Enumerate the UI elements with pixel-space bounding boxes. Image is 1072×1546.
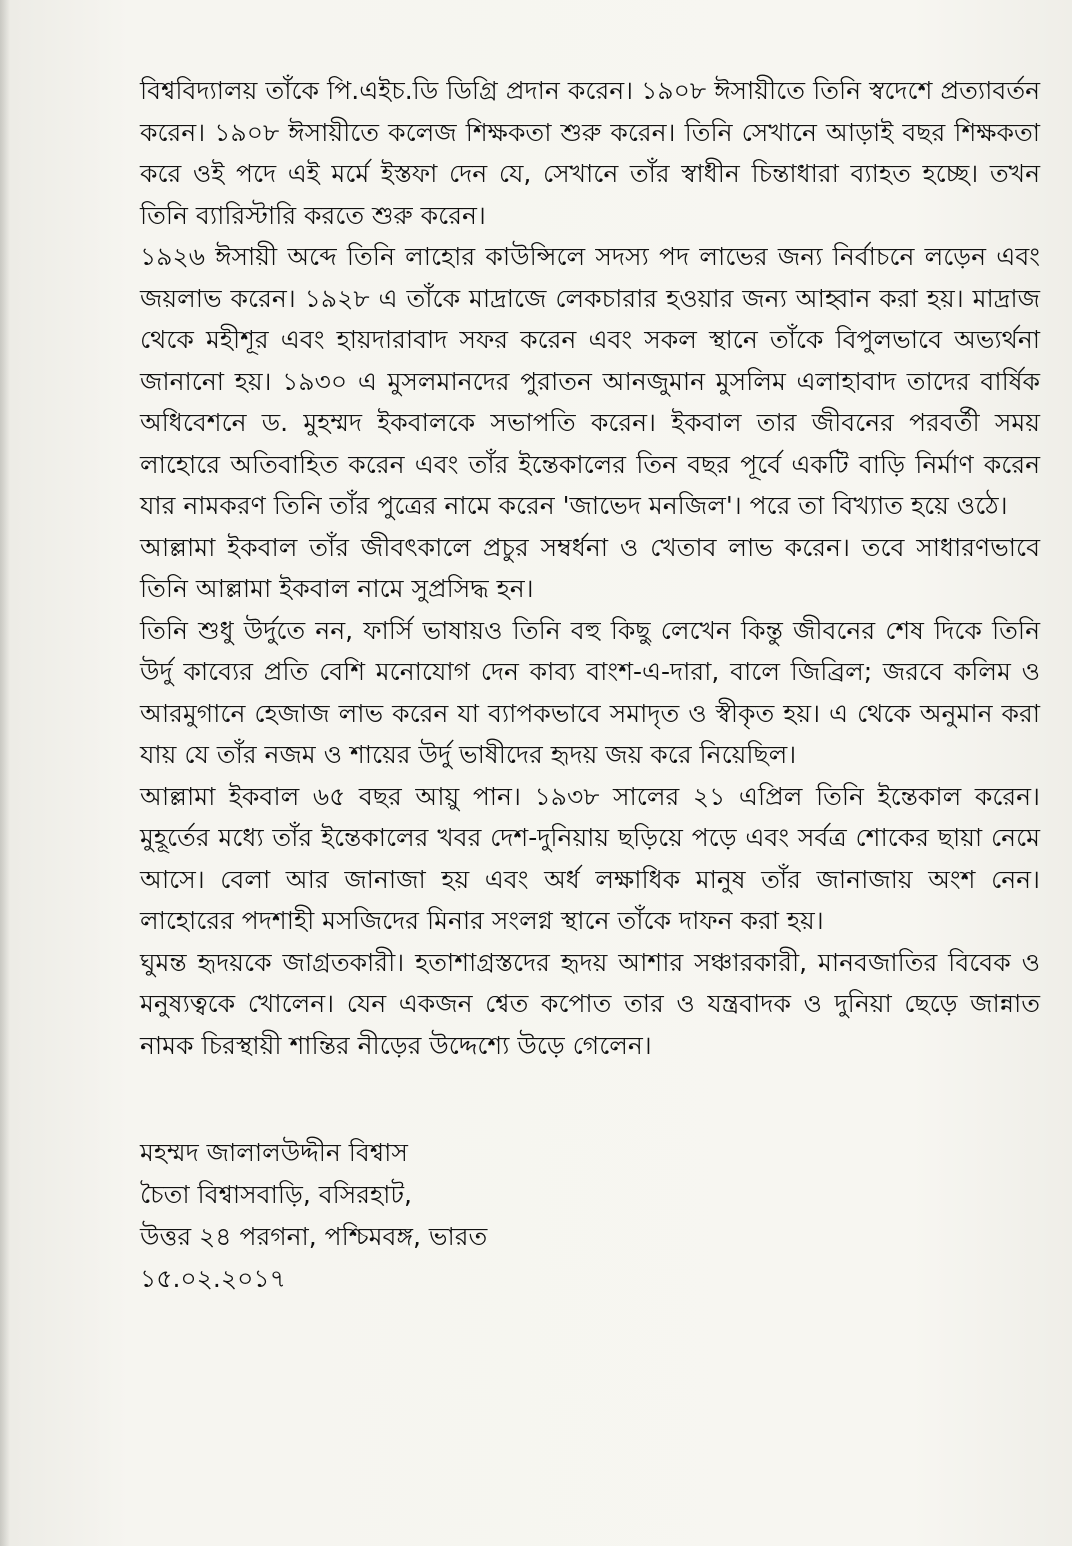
paragraph-3: আল্লামা ইকবাল তাঁর জীবৎকালে প্রচুর সম্বর্ধনা ও খেতাব লাভ করেন। তবে সাধারণভাবে তিনি আল্লামা ইকবাল নামে সুপ্রসিদ্ধ হন।: [140, 532, 1040, 603]
paragraph-2: ১৯২৬ ঈসায়ী অব্দে তিনি লাহোর কাউন্সিলে সদস্য পদ লাভের জন্য নির্বাচনে লড়েন এবং জয়লাভ করেন। ১৯২৮ এ তাঁকে মাদ্রাজে লেকচারার হওয়ার জন্য আহ্বান করা হয়। মাদ্রাজ থেকে মহীশূর এবং হায়দারাবাদ সফর করেন এবং সকল স্থানে তাঁকে বিপুলভাবে অভ্যর্থনা জানানো হয়। ১৯৩০ এ মুসলমানদের পুরাতন আনজুমান মুসলিম এলাহাবাদ তাদের বার্ষিক অধিবেশনে ড. মুহম্মদ ইকবালকে সভাপতি করেন। ইকবাল তার জীবনের পরবর্তী সময় লাহোরে অতিবাহিত করেন এবং তাঁর ইন্তেকালের তিন বছর পূর্বে একটি বাড়ি নির্মাণ করেন যার নামকরণ তিনি তাঁর পুত্রের নামে করেন 'জাভেদ মনজিল'। পরে তা বিখ্যাত হয়ে ওঠে।: [140, 242, 1040, 520]
author-name: মহম্মদ জালালউদ্দীন বিশ্বাস: [140, 1138, 408, 1167]
paragraph-5: আল্লামা ইকবাল ৬৫ বছর আয়ু পান। ১৯৩৮ সালের ২১ এপ্রিল তিনি ইন্তেকাল করেন। মুহূর্তের মধ্যে তাঁর ইন্তেকালের খবর দেশ-দুনিয়ায় ছড়িয়ে পড়ে এবং সর্বত্র শোকের ছায়া নেমে আসে। বেলা আর জানাজা হয় এবং অর্ধ লক্ষাধিক মানুষ তাঁর জানাজায় অংশ নেন। লাহোরের পদশাহী মসজিদের মিনার সংলগ্ন স্থানে তাঁকে দাফন করা হয়।: [140, 781, 1040, 935]
signature-block: [140, 1132, 1040, 1300]
author-address-line-1: চৈতা বিশ্বাসবাড়ি, বসিরহাট,: [140, 1180, 413, 1209]
paragraph-1: বিশ্ববিদ্যালয় তাঁকে পি.এইচ.ডি ডিগ্রি প্রদান করেন। ১৯০৮ ঈসায়ীতে তিনি স্বদেশে প্রত্যাবর্তন করেন। ১৯০৮ ঈসায়ীতে কলেজ শিক্ষকতা শুরু করেন। তিনি সেখানে আড়াই বছর শিক্ষকতা করে ওই পদে এই মর্মে ইস্তফা দেন যে, সেখানে তাঁর স্বাধীন চিন্তাধারা ব্যাহত হচ্ছে। তখন তিনি ব্যারিস্টারি করতে শুরু করেন।: [140, 76, 1040, 230]
paragraph-4: তিনি শুধু উর্দুতে নন, ফার্সি ভাষায়ও তিনি বহু কিছু লেখেন কিন্তু জীবনের শেষ দিকে তিনি উর্দু কাব্যের প্রতি বেশি মনোযোগ দেন কাব্য বাংশ-এ-দারা, বালে জিব্রিল; জরবে কলিম ও আরমুগানে হেজাজ লাভ করেন যা ব্যাপকভাবে সমাদৃত ও স্বীকৃত হয়। এ থেকে অনুমান করা যায় যে তাঁর নজম ও শায়ের উর্দু ভাষীদের হৃদয় জয় করে নিয়েছিল।: [140, 615, 1040, 769]
author-address-line-2: উত্তর ২৪ পরগনা, পশ্চিমবঙ্গ, ভারত: [140, 1222, 488, 1251]
page-edge-shadow: [0, 0, 10, 1546]
body-text: [140, 70, 1040, 1066]
signature-date: ১৫.০২.২০১৭: [140, 1264, 286, 1293]
paragraph-6: ঘুমন্ত হৃদয়কে জাগ্রতকারী। হতাশাগ্রস্তদের হৃদয় আশার সঞ্চারকারী, মানবজাতির বিবেক ও মনুষ্যত্বকে খোলেন। যেন একজন শ্বেত কপোত তার ও যন্ত্রবাদক ও দুনিয়া ছেড়ে জান্নাত নামক চিরস্থায়ী শান্তির নীড়ের উদ্দেশ্যে উড়ে গেলেন।: [140, 947, 1040, 1060]
